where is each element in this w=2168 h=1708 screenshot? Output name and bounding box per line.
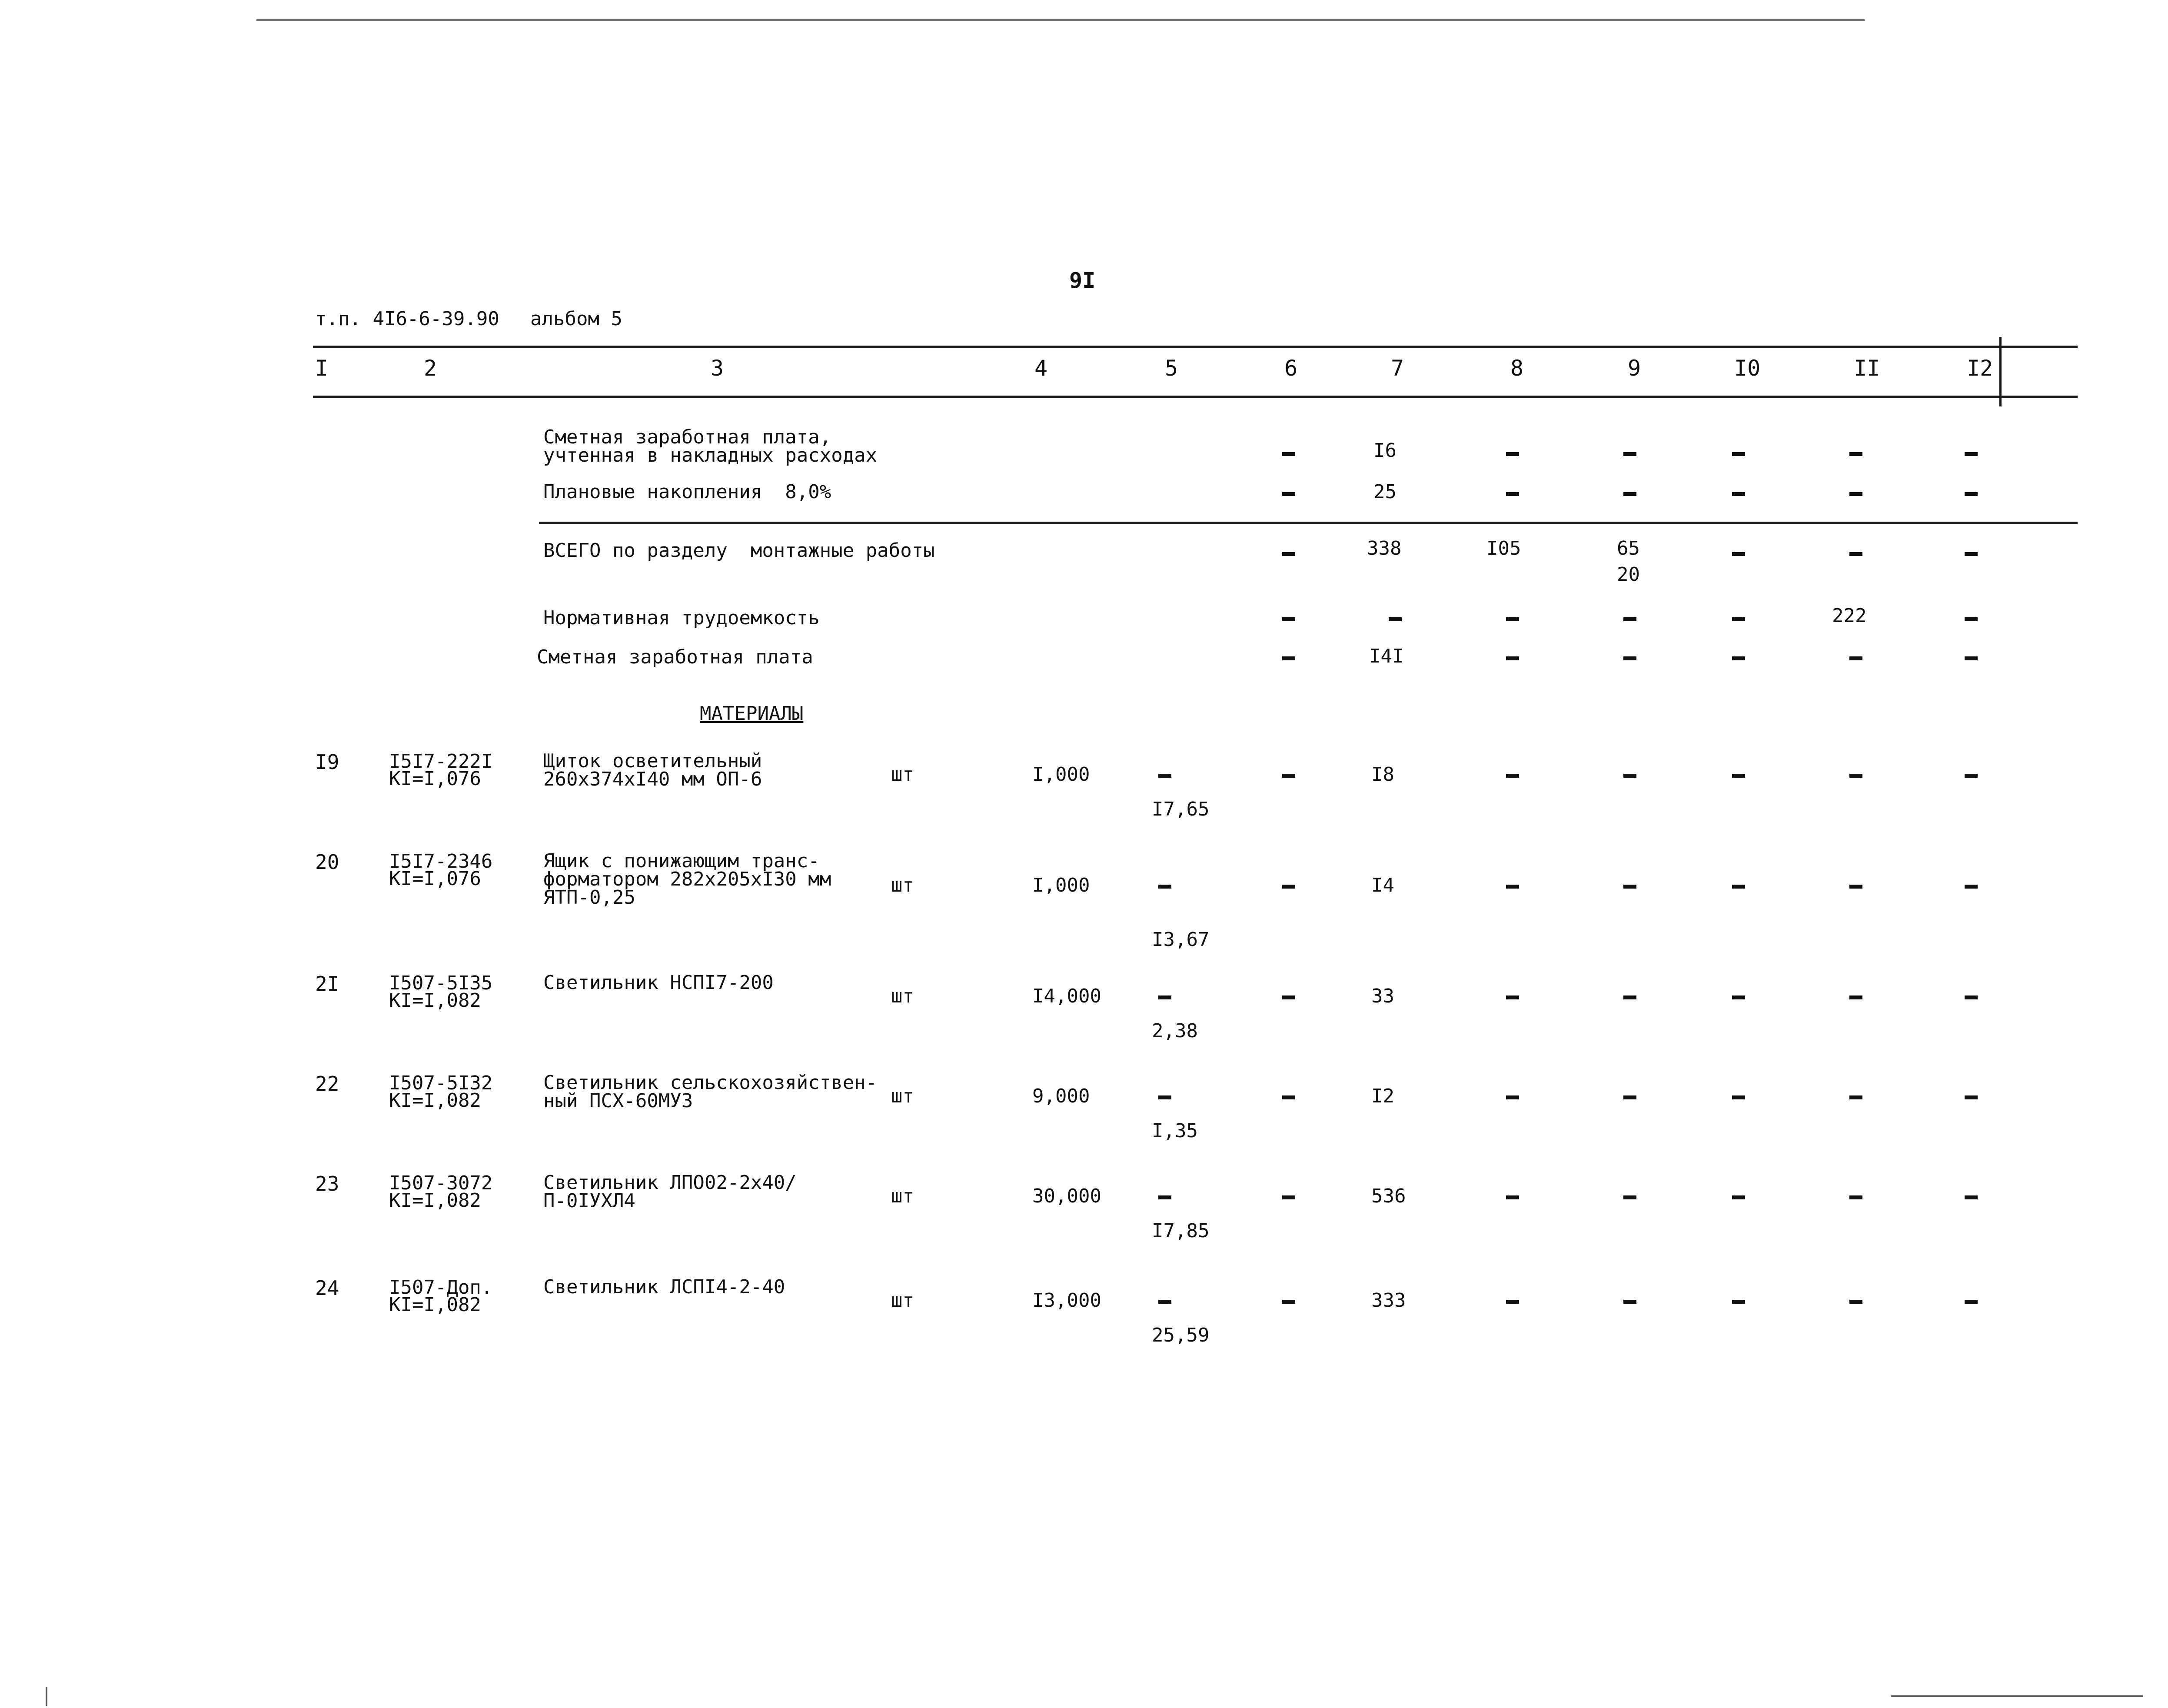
summary-total-col9-top: 65 <box>1617 537 1640 559</box>
empty-cell-dash <box>1623 996 1636 999</box>
summary-total-col9-bottom: 20 <box>1617 563 1640 586</box>
empty-cell-dash <box>1158 885 1171 889</box>
summary-wage2-col7: I4I <box>1369 645 1404 667</box>
empty-cell-dash <box>1506 1095 1519 1099</box>
empty-cell-dash <box>1732 1195 1745 1199</box>
row-price: I3,67 <box>1152 929 1210 951</box>
row-unit: шт <box>891 985 914 1007</box>
empty-cell-dash <box>1732 885 1745 889</box>
empty-cell-dash <box>1623 1095 1636 1099</box>
row-coefficient: KI=I,076 <box>389 768 481 790</box>
empty-cell-dash <box>1849 1300 1862 1304</box>
row-coefficient: KI=I,082 <box>389 1089 481 1112</box>
row-unit: шт <box>891 1085 914 1107</box>
left-edge-mark <box>46 1687 47 1706</box>
row-number: 22 <box>315 1072 339 1095</box>
row-code: I507-5I35 <box>389 972 493 994</box>
empty-cell-dash <box>1282 774 1295 778</box>
row-coefficient: KI=I,082 <box>389 989 481 1012</box>
empty-cell-dash <box>1506 774 1519 778</box>
album-label: альбом 5 <box>530 308 622 330</box>
empty-cell-dash <box>1158 1095 1171 1099</box>
row-unit: шт <box>891 1289 914 1312</box>
row-quantity: I3,000 <box>1032 1289 1101 1312</box>
summary-wage2-label: Сметная заработная плата <box>537 646 813 668</box>
row-unit: шт <box>891 1185 914 1207</box>
row-price: I7,85 <box>1152 1220 1210 1242</box>
header-top-rule <box>313 346 2078 348</box>
row-col7: 333 <box>1371 1289 1406 1312</box>
column-header-11: II <box>1854 356 1880 381</box>
row-price: 2,38 <box>1152 1020 1198 1042</box>
row-name: Светильник НСПI7-200 <box>543 972 774 994</box>
row-coefficient: KI=I,082 <box>389 1294 481 1316</box>
row-code: I5I7-222I <box>389 750 493 772</box>
empty-cell-dash <box>1158 996 1171 999</box>
column-header-3: 3 <box>711 356 724 381</box>
row-price: I7,65 <box>1152 798 1210 820</box>
empty-cell-dash <box>1506 885 1519 889</box>
empty-cell-dash <box>1623 1300 1636 1304</box>
empty-cell-dash <box>1849 774 1862 778</box>
row-col7: I2 <box>1371 1085 1394 1107</box>
column-header-9: 9 <box>1628 356 1641 381</box>
row-code: I5I7-2346 <box>389 850 493 872</box>
column-header-12: I2 <box>1967 356 1993 381</box>
empty-cell-dash <box>1158 1195 1171 1199</box>
total-rule <box>539 522 2078 524</box>
row-name: Ящик с понижающим транс- форматором 282x205xI30 мм ЯТП-0,25 <box>543 850 831 909</box>
empty-cell-dash <box>1282 1300 1295 1304</box>
empty-cell-dash <box>1732 774 1745 778</box>
row-coefficient: KI=I,076 <box>389 868 481 890</box>
page-number: 9I <box>1069 268 1096 293</box>
column-header-10: I0 <box>1734 356 1761 381</box>
empty-cell-dash <box>1158 774 1171 778</box>
row-code: I507-5I32 <box>389 1072 493 1094</box>
empty-cell-dash <box>1965 1300 1978 1304</box>
empty-cell-dash <box>1849 885 1862 889</box>
row-name: Светильник ЛСПI4-2-40 <box>543 1276 785 1298</box>
summary-labor-label: Нормативная трудоемкость <box>543 607 820 629</box>
row-col7: I8 <box>1371 763 1394 786</box>
empty-cell-dash <box>1732 996 1745 999</box>
row-col7: I4 <box>1371 874 1394 896</box>
row-code: I507-3072 <box>389 1172 493 1194</box>
empty-cell-dash <box>1506 1300 1519 1304</box>
section-materials-heading: МАТЕРИАЛЫ <box>700 703 804 725</box>
bottom-edge-line <box>1891 1695 2143 1697</box>
row-price: I,35 <box>1152 1120 1198 1142</box>
row-number: I9 <box>315 750 339 774</box>
doc-reference: т.п. 4I6-6-39.90 <box>315 308 499 330</box>
summary-wages-col7: I6 <box>1373 439 1397 462</box>
column-header-8: 8 <box>1510 356 1524 381</box>
row-coefficient: KI=I,082 <box>389 1189 481 1212</box>
summary-labor-col11: 222 <box>1832 605 1867 627</box>
row-quantity: 30,000 <box>1032 1185 1101 1207</box>
empty-cell-dash <box>1282 996 1295 999</box>
row-number: 20 <box>315 850 339 874</box>
empty-cell-dash <box>1849 996 1862 999</box>
empty-cell-dash <box>1965 996 1978 999</box>
row-number: 24 <box>315 1276 339 1300</box>
column-header-1: I <box>315 356 329 381</box>
row-unit: шт <box>891 874 914 896</box>
row-quantity: I,000 <box>1032 763 1090 786</box>
row-col7: 536 <box>1371 1185 1406 1207</box>
empty-cell-dash <box>1849 1195 1862 1199</box>
column-header-6: 6 <box>1284 356 1298 381</box>
empty-cell-dash <box>1623 1195 1636 1199</box>
header-bottom-rule <box>313 396 2078 398</box>
row-col7: 33 <box>1371 985 1394 1007</box>
row-quantity: I,000 <box>1032 874 1090 896</box>
summary-wages-label: Сметная заработная плата, учтенная в накладных расходах <box>543 426 878 466</box>
row-price: 25,59 <box>1152 1324 1210 1346</box>
column-header-5: 5 <box>1165 356 1178 381</box>
column-header-4: 4 <box>1034 356 1048 381</box>
empty-cell-dash <box>1623 774 1636 778</box>
empty-cell-dash <box>1732 1095 1745 1099</box>
top-edge-line <box>256 19 1865 21</box>
empty-cell-dash <box>1965 885 1978 889</box>
summary-savings-label: Плановые накопления 8,0% <box>543 481 831 503</box>
empty-cell-dash <box>1623 885 1636 889</box>
row-quantity: I4,000 <box>1032 985 1101 1007</box>
row-unit: шт <box>891 763 914 786</box>
empty-cell-dash <box>1965 1095 1978 1099</box>
row-number: 23 <box>315 1172 339 1195</box>
empty-cell-dash <box>1506 996 1519 999</box>
empty-cell-dash <box>1965 1195 1978 1199</box>
row-name: Светильник ЛПО02-2x40/ П-0IУХЛ4 <box>543 1172 797 1212</box>
empty-cell-dash <box>1849 1095 1862 1099</box>
row-code: I507-Доп. <box>389 1276 493 1298</box>
empty-cell-dash <box>1965 774 1978 778</box>
empty-cell-dash <box>1506 1195 1519 1199</box>
column-header-7: 7 <box>1391 356 1404 381</box>
row-name: Светильник сельскохозяйствен- ный ПСХ-60МУ3 <box>543 1072 878 1112</box>
row-name: Щиток осветительный 260x374xI40 мм ОП-6 <box>543 750 762 790</box>
row-number: 2I <box>315 972 339 996</box>
summary-savings-col7: 25 <box>1373 481 1397 503</box>
row-quantity: 9,000 <box>1032 1085 1090 1107</box>
empty-cell-dash <box>1158 1300 1171 1304</box>
empty-cell-dash <box>1732 1300 1745 1304</box>
header-right-border <box>1999 337 2002 406</box>
empty-cell-dash <box>1282 1095 1295 1099</box>
summary-total-col8: I05 <box>1486 537 1521 559</box>
empty-cell-dash <box>1282 885 1295 889</box>
summary-total-col7: 338 <box>1367 537 1402 559</box>
empty-cell-dash <box>1282 1195 1295 1199</box>
summary-total-label: ВСЕГО по разделу монтажные работы <box>543 539 935 562</box>
column-header-2: 2 <box>424 356 437 381</box>
